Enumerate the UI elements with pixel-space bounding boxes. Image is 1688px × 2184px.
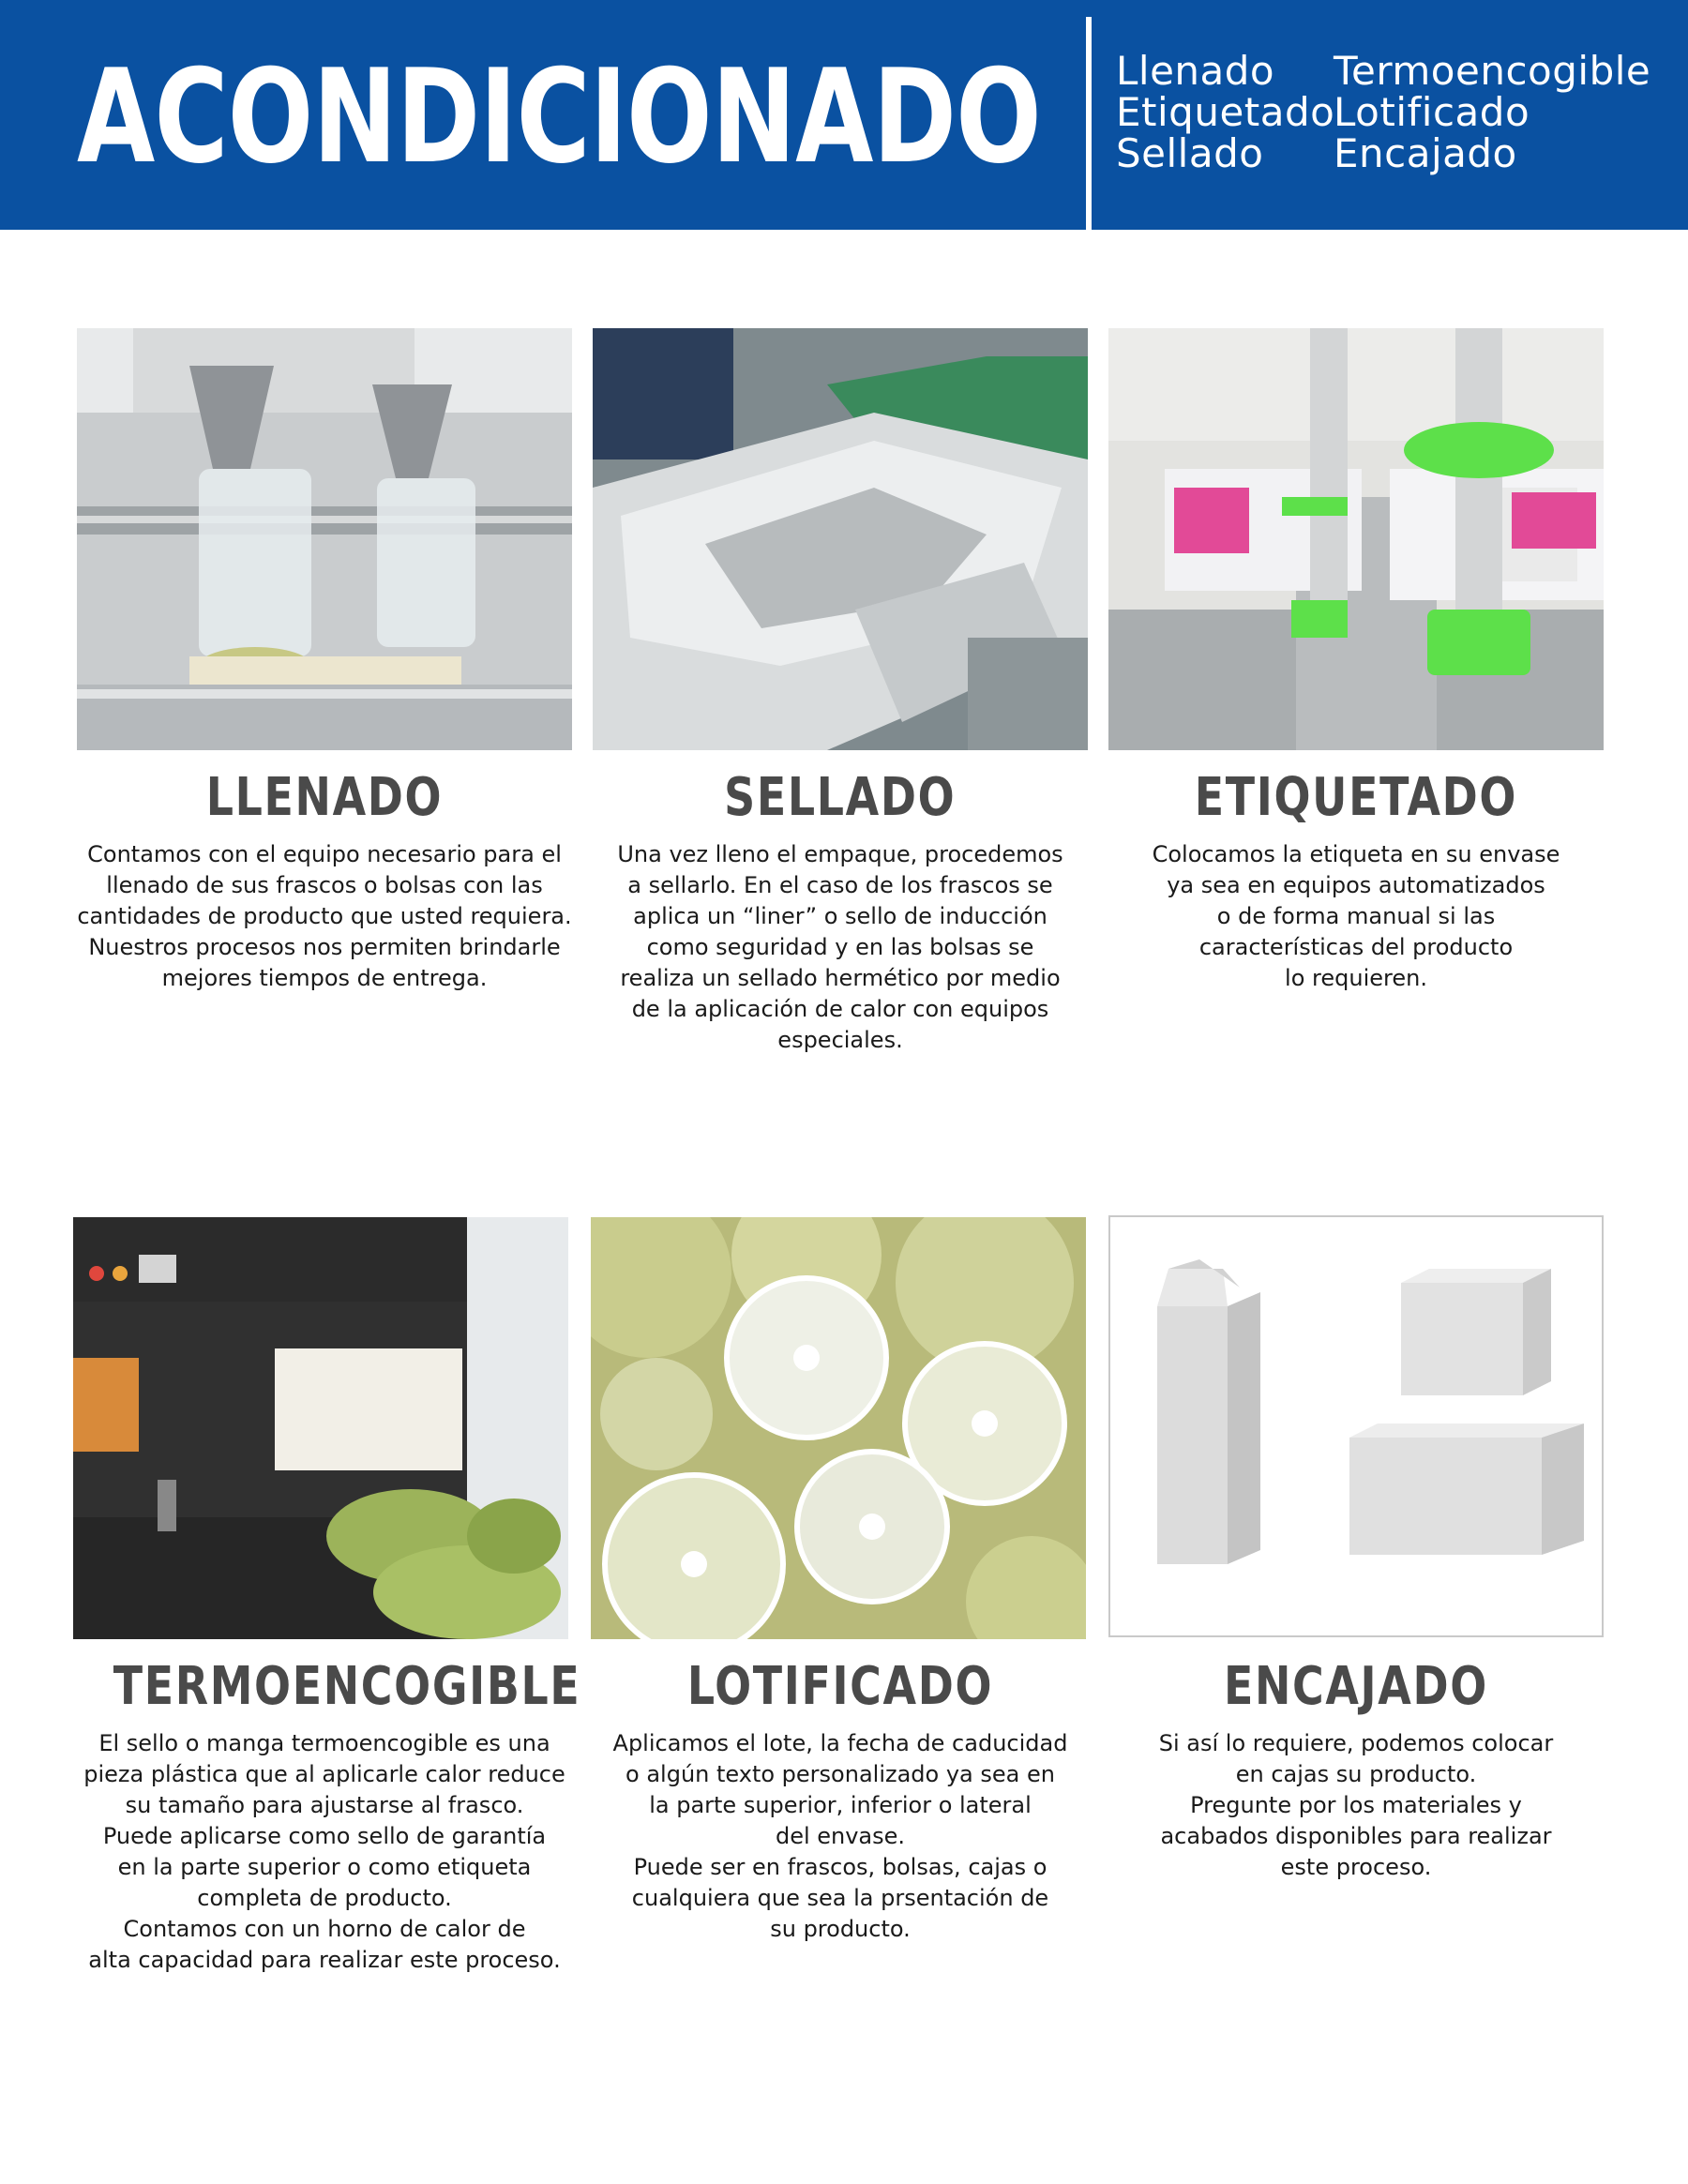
header-divider xyxy=(1086,17,1092,230)
service-item: Llenado xyxy=(1116,48,1275,94)
filling-machine-illustration xyxy=(77,328,572,750)
lotificado-photo xyxy=(591,1217,1086,1639)
service-item: Etiquetado xyxy=(1116,89,1335,135)
card-description: El sello o manga termoencogible es una pieza plástica que al aplicarle calor reduce su tamaño para ajustarse al frasco. Puede aplicarse como sello de garantía en la parte superior o como etiqueta completa de producto. Contamos con un horno de calor de alta capacidad para realizar este proceso. xyxy=(83,1730,565,1973)
termoencogible-photo xyxy=(73,1217,568,1639)
etiquetado-photo xyxy=(1108,328,1604,750)
sealing-bag-illustration xyxy=(593,328,1088,750)
llenado-photo xyxy=(77,328,572,750)
service-item: Termoencogible xyxy=(1334,48,1651,94)
card-description: Una vez lleno el empaque, procedemos a sellarlo. En el caso de los frascos se aplica un “liner” o sello de inducción como seguridad y en las bolsas se realiza un sellado hermético por medio de la aplicación de calor con equipos especiales. xyxy=(617,841,1063,1053)
card-description: Aplicamos el lote, la fecha de caducidad o algún texto personalizado ya sea en la parte superior, inferior o lateral del envase. Puede ser en frascos, bolsas, cajas o cualquiera que sea la prsentación de su producto. xyxy=(612,1730,1068,1942)
card-title: SELLADO xyxy=(724,767,957,828)
bottles-batch-illustration xyxy=(591,1217,1086,1639)
card-description: Si así lo requiere, podemos colocar en cajas su producto. Pregunte por los materiales y acabados disponibles para realizar este proceso. xyxy=(1158,1730,1554,1880)
card-description: Contamos con el equipo necesario para el llenado de sus frascos o bolsas con las cantidades de producto que usted requiera. Nuestros procesos nos permiten brindarle mejores tiempos de entrega. xyxy=(77,841,572,991)
card-title: ETIQUETADO xyxy=(1194,767,1518,828)
service-item: Sellado xyxy=(1116,130,1264,176)
card-title: ENCAJADO xyxy=(1224,1656,1488,1717)
sellado-photo xyxy=(593,328,1088,750)
boxes-illustration xyxy=(1110,1217,1602,1635)
card-description: Colocamos la etiqueta en su envase ya sea en equipos automatizados o de forma manual si las características del producto lo requieren. xyxy=(1152,841,1560,991)
encajado-photo xyxy=(1108,1215,1604,1637)
service-item: Encajado xyxy=(1334,130,1517,176)
shrink-oven-illustration xyxy=(73,1217,568,1639)
card-title: LLENADO xyxy=(205,767,444,828)
page-title: ACONDICIONADO xyxy=(77,41,1041,192)
services-list-left xyxy=(1116,48,1335,176)
card-title: TERMOENCOGIBLE xyxy=(113,1656,581,1717)
header-banner xyxy=(0,0,1688,230)
labeling-machine-illustration xyxy=(1108,328,1604,750)
services-list-right xyxy=(1334,48,1651,176)
service-item: Lotificado xyxy=(1334,89,1530,135)
card-title: LOTIFICADO xyxy=(686,1656,994,1717)
